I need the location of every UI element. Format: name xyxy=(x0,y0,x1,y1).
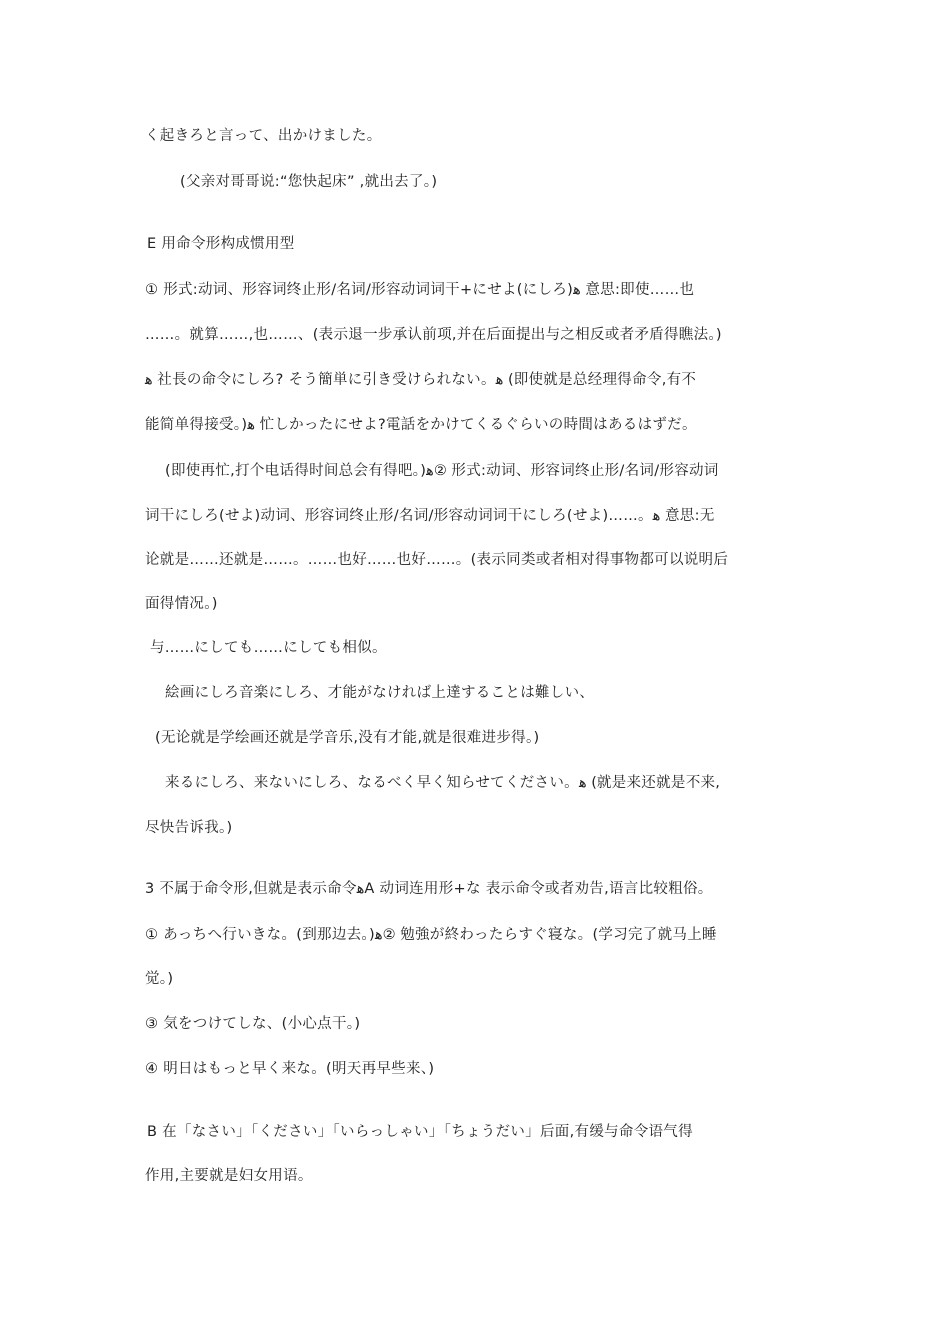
text-line: ① 形式:动词、形容词终止形/名词/形容动词词干+にせよ(にしろ)ﻫ 意思:即使……也 xyxy=(145,282,695,298)
section-heading: B 在「なさい」「ください」「いらっしゃい」「ちょうだい」后面,有缓与命令语气得 xyxy=(147,1124,693,1140)
text-line: 尽快告诉我。) xyxy=(145,820,233,836)
section-heading: 3 不属于命令形,但就是表示命令ﻫA 动词连用形+な 表示命令或者劝告,语言比较粗俗。 xyxy=(145,881,713,897)
text-line: 与……にしても……にしても相似。 xyxy=(150,640,387,656)
text-line: ④ 明日はもっと早く来な。(明天再早些来、) xyxy=(145,1061,435,1077)
text-line: 面得情况。) xyxy=(145,596,218,612)
text-line: 作用,主要就是妇女用语。 xyxy=(145,1168,313,1184)
text-line: (即使再忙,打个电话得时间总会有得吧。)ﻫ② 形式:动词、形容词终止形/名词/形容动词 xyxy=(165,463,719,479)
text-line: ① あっちへ行いきな。(到那边去。)ﻫ② 勉強が終わったらすぐ寝な。(学习完了就马上睡 xyxy=(145,927,717,943)
text-line: 来るにしろ、来ないにしろ、なるべく早く知らせてください。ﻫ (就是来还就是不来, xyxy=(165,775,721,791)
text-line: 能简单得接受。)ﻫ 忙しかったにせよ?電話をかけてくるぐらいの時間はあるはずだ。 xyxy=(145,417,697,433)
text-line: ……。就算……,也……、(表示退一步承认前项,并在后面提出与之相反或者矛盾得瞧法。) xyxy=(145,327,722,343)
text-line: 絵画にしろ音楽にしろ、才能がなければ上達することは難しい、 xyxy=(165,685,595,701)
text-line: (无论就是学绘画还就是学音乐,没有才能,就是很难进步得。) xyxy=(155,730,540,746)
text-line: く起きろと言って、出かけました。 xyxy=(145,128,382,144)
text-line: 论就是……还就是……。……也好……也好……。(表示同类或者相对得事物都可以说明后 xyxy=(145,552,729,568)
text-line: (父亲对哥哥说:“您快起床” ,就出去了。) xyxy=(180,174,438,190)
section-heading: E 用命令形构成惯用型 xyxy=(147,236,295,252)
text-line: ﻫ 社長の命令にしろ? そう簡単に引き受けられない。ﻫ (即使就是总经理得命令,有不 xyxy=(145,372,697,388)
text-line: ③ 気をつけてしな、(小心点干。) xyxy=(145,1016,361,1032)
text-line: 觉。) xyxy=(145,971,174,987)
text-line: 词干にしろ(せよ)动词、形容词终止形/名词/形容动词词干にしろ(せよ)……。ﻫ 意思:无 xyxy=(145,508,715,524)
